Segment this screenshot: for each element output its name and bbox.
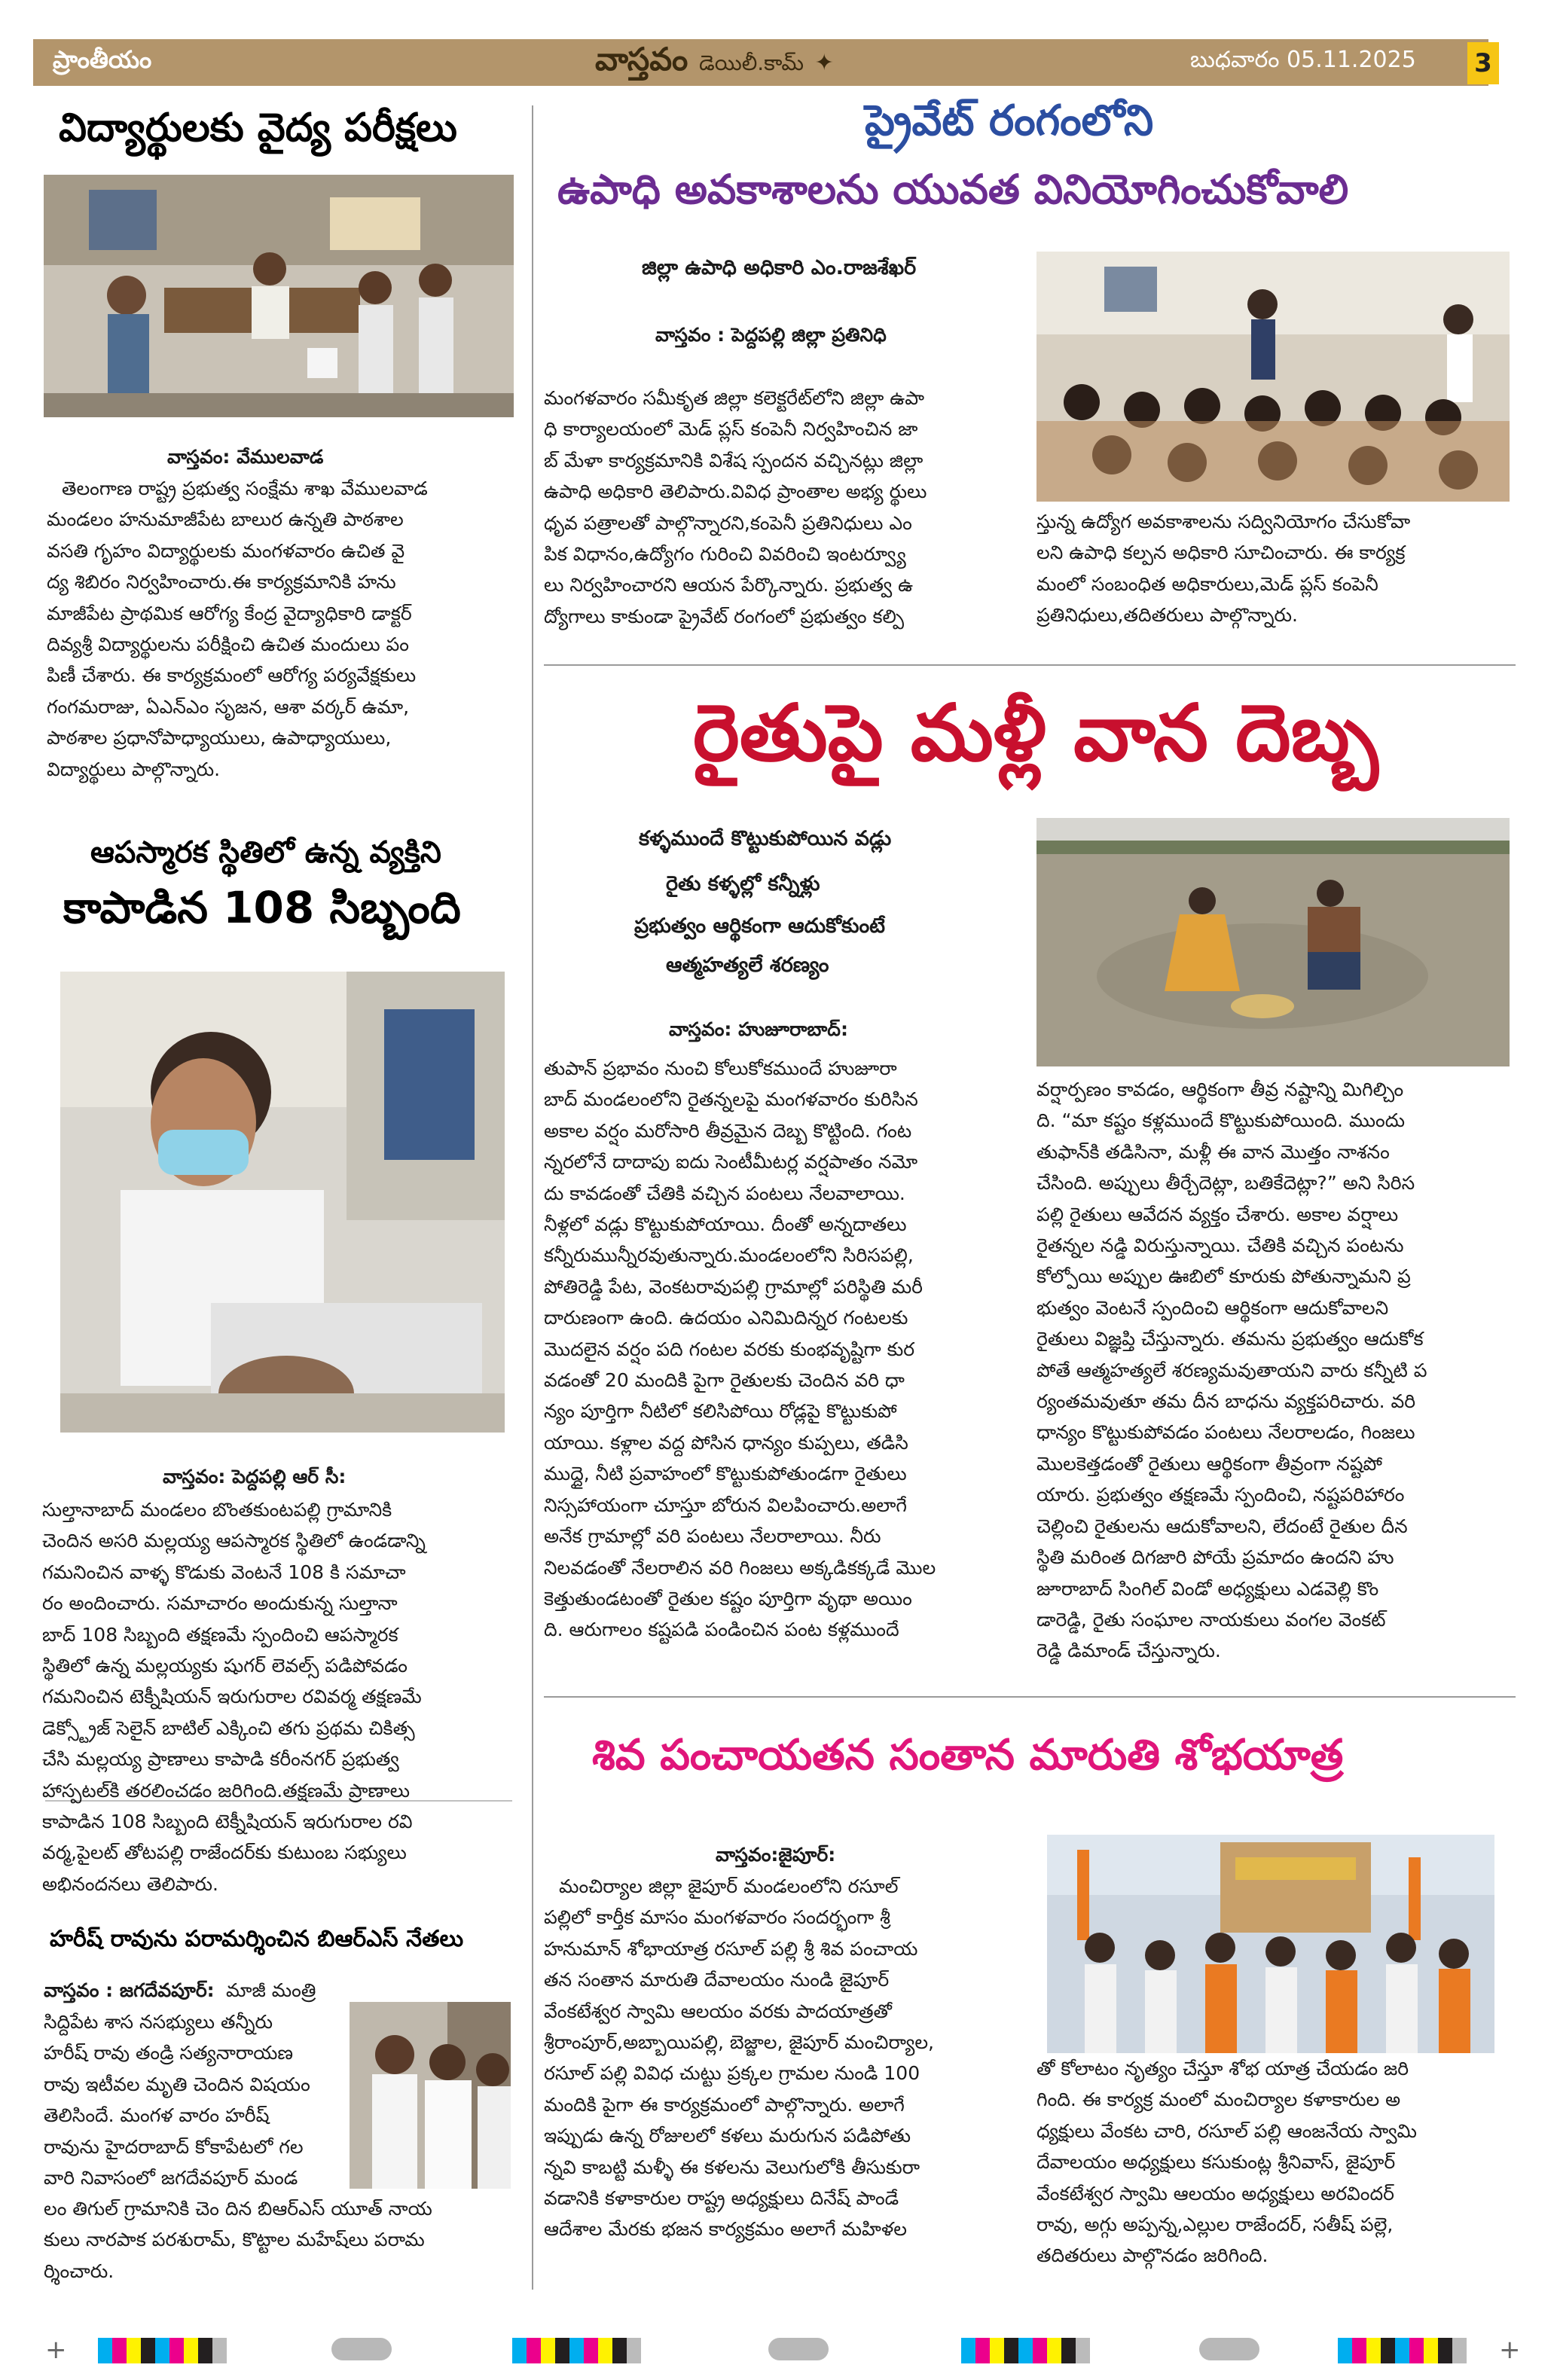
body-line: గంగమరాజు, ఏఎన్ఎం సృజన, ఆశా వర్కర్ ఉమా,: [47, 695, 410, 718]
body-line: నిస్సహాయంగా చూస్తూ బోరున విలపించారు.అలాగే: [544, 1494, 907, 1516]
body-line: వారి నివాసంలో జగదేవపూర్ మండ: [44, 2167, 298, 2189]
body-line: ఇప్పుడు ఉన్న రోజులలో కళలు మరుగున పడిపోతు: [544, 2125, 911, 2147]
body-line: తుఫాన్‌కి తడిసినా, మళ్లీ ఈ వాన మొత్తం నాశనం: [1036, 1140, 1390, 1163]
registration-pill: [768, 2338, 829, 2360]
body-line: రం అందించారు. సమాచారం అందుకున్న సుల్తానా: [42, 1592, 398, 1615]
registration-pill: [331, 2338, 392, 2360]
farmers-byline: వాస్తవం: హుజూరాబాద్:: [669, 1018, 848, 1040]
bird-icon: ✦: [814, 50, 834, 76]
farmers-subhead: ఆత్మహత్యలే శరణ్యం: [666, 954, 829, 977]
body-line: లు నిర్వహించారని ఆయన పేర్కొన్నారు. ప్రభుత్వ ఉ: [544, 574, 914, 597]
harish-headline: హరీష్ రావును పరామర్శించిన బిఆర్ఎస్ నేతలు: [50, 1926, 464, 1952]
body-line: రావును హైదరాబాద్ కోకాపేటలో గల: [44, 2135, 304, 2158]
body-line: ముద్దై, నీటి ప్రవాహంలో కొట్టుకుపోతుండగా రైతులు: [544, 1463, 907, 1485]
shiva-byline: వాస్తవం:జైపూర్:: [716, 1844, 836, 1866]
rescue-photo: [60, 972, 505, 1433]
body-line: డారెడ్డి, రైతు సంఘాల నాయకులు వంగల వెంకట్: [1036, 1608, 1386, 1631]
body-line: దు కావడంతో చేతికి వచ్చిన పంటలు నేలవాలాయి.: [544, 1182, 905, 1204]
body-line: తెలంగాణ రాష్ట్ర ప్రభుత్వ సంక్షేమ శాఖ వేములవాడ: [62, 478, 428, 499]
body-line: బాద్ మండలంలోని రైతన్నలపై మంగళవారం కురిసిన: [544, 1088, 918, 1111]
students-headline: విద్యార్థులకు వైద్య పరీక్షలు: [59, 105, 457, 151]
harish-photo: [350, 2002, 511, 2189]
farmers-subhead: రైతు కళ్ళల్లో కన్నీళ్లు: [666, 872, 820, 896]
body-line: చేసింది. అప్పులు తీర్చేదెట్లా, బతికేదెట్లా?” అని సిరిస: [1036, 1172, 1415, 1195]
jobs-body-right: [1036, 506, 1511, 649]
body-line: వర్మ,పైలట్ తోటపల్లి రాజేందర్‌కు కుటుంబ సభ్యులు: [42, 1841, 407, 1864]
body-line: ది. “మా కష్టం కళ్లముందే కొట్టుకుపోయింది. ముందు: [1036, 1109, 1406, 1132]
shiva-body-left: [544, 1871, 1023, 2278]
section-divider: [544, 664, 1516, 666]
body-line: రైతన్నల నడ్డి విరుస్తున్నాయి. చేతికి వచ్చిన పంటను: [1036, 1234, 1404, 1257]
body-line: చెందిన అసరి మల్లయ్య ఆపస్మారక స్థితిలో ఉండడాన్ని: [42, 1530, 426, 1552]
body-line: బాద్ 108 సిబ్బంది తక్షణమే స్పందించి ఆపస్మారక: [42, 1623, 398, 1646]
jobs-body-left: [544, 383, 1005, 654]
body-line: ర్యంతమవుతూ తమ దీన బాధను వ్యక్తపరిచారు. వరి: [1036, 1390, 1416, 1413]
body-line: రైతులు విజ్ఞప్తి చేస్తున్నారు. తమను ప్రభుత్వం ఆదుకోక: [1036, 1328, 1424, 1350]
body-line: ఉపాధి అధికారి తెలిపారు.వివిధ ప్రాంతాల అభ్య ర్థులు: [544, 481, 927, 503]
body-line: న్నవి కాబట్టి మళ్ళీ ఈ కళలను వెలుగులోకి తీసుకురా: [544, 2156, 920, 2178]
body-line: గమనించిన టెక్నీషియన్ ఇరుగురాల రవివర్మ తక్షణమే: [42, 1686, 422, 1708]
body-line: యాయి. కళ్లాల వద్ద పోసిన ధాన్యం కుప్పలు, తడిసి: [544, 1431, 908, 1454]
shiva-photo: [1047, 1835, 1494, 2053]
body-line: దివ్యశ్రీ విద్యార్థులను పరీక్షించి ఉచిత మందులు పం: [47, 633, 409, 656]
body-line: చేసి మల్లయ్య ప్రాణాలు కాపాడి కరీంనగర్ ప్రభుత్వ: [42, 1748, 399, 1771]
body-line: మంచిర్యాల జిల్లా జైపూర్ మండలంలోని రసూల్: [559, 1875, 899, 1897]
body-line: వడానికి కళాకారుల రాష్ట్ర అధ్యక్షులు దినేష్ పాండే: [544, 2187, 899, 2210]
issue-date: బుధవారం 05.11.2025: [1190, 47, 1416, 73]
jobs-subhead: జిల్లా ఉపాధి అధికారి ఎం.రాజశేఖర్: [642, 256, 917, 279]
body-line: పిక విధానం,ఉద్యోగం గురించి వివరించి ఇంటర్వ్యూ: [544, 543, 906, 566]
body-line: హరీష్ రావు తండ్రి సత్యనారాయణ: [44, 2042, 294, 2064]
body-line: అకాల వర్షం మరోసారి తీవ్రమైన దెబ్బ కొట్టింది. గంట: [544, 1119, 912, 1142]
body-line: తన సంతాన మారుతి దేవాలయం నుండి జైపూర్: [544, 1969, 890, 1991]
body-line: విద్యార్థులు పాల్గొన్నారు.: [47, 758, 221, 780]
jobs-headline-line2: ఉపాధి అవకాశాలను యువత వినియోగించుకోవాలి: [557, 166, 1349, 213]
registration-cross-icon: +: [1499, 2335, 1521, 2365]
body-line: గమనించిన వాళ్ళ కొడుకు వెంటనే 108 కి సమాచా: [42, 1561, 406, 1583]
body-line: ఆదేశాల మేరకు భజన కార్యక్రమం అలాగే మహిళల: [544, 2218, 907, 2241]
registration-cross-icon: +: [45, 2335, 67, 2365]
body-line: పోతే ఆత్మహత్యలే శరణ్యమవుతాయని వారు కన్నీటి ప: [1036, 1359, 1427, 1381]
body-line: వసతి గృహం విద్యార్థులకు మంగళవారం ఉచిత వై: [47, 539, 405, 562]
body-line: అభినందనలు తెలిపారు.: [42, 1872, 218, 1895]
farmers-body-right: [1036, 1074, 1511, 1684]
body-line: ర్శించారు.: [44, 2259, 114, 2282]
body-line: వేంకటేశ్వర స్వామి ఆలయం అధ్యక్షులు అరవిందర్: [1036, 2182, 1394, 2205]
body-line: మాజీపేట ప్రాథమిక ఆరోగ్య కేంద్ర వైద్యాధికారి డాక్టర్: [47, 602, 412, 624]
body-line: మండలం హనుమాజీపేట బాలుర ఉన్నతి పాఠశాల: [47, 508, 404, 531]
body-line: మంగళవారం సమీకృత జిల్లా కలెక్టరేట్‌లోని జిల్లా ఉపా: [544, 387, 924, 409]
shiva-headline: శివ పంచాయతన సంతాన మారుతి శోభయాత్ర: [592, 1731, 1344, 1780]
rescue-body: [42, 1494, 515, 1909]
body-line: కోల్పోయి అప్పుల ఊబిలో కూరుకు పోతున్నామని ప్ర: [1036, 1265, 1411, 1288]
students-byline: వాస్తవం: వేములవాడ: [167, 446, 324, 468]
body-line: ధాన్యం కొట్టుకుపోవడం పంటలు నేలరాలడం, గింజలు: [1036, 1421, 1415, 1444]
body-line: వడంతో 20 మందికి పైగా రైతులకు చెందిన వరి ధా: [544, 1369, 905, 1392]
harish-body-narrow: [44, 2006, 345, 2195]
body-line: హనుమాన్ శోభాయాత్ర రసూల్ పల్లి శ్రీ శివ పంచాయ: [544, 1937, 918, 1960]
registration-pill: [1199, 2338, 1259, 2360]
body-line: వేంకటేశ్వర స్వామి ఆలయం వరకు పాదయాత్రతో: [544, 2000, 892, 2022]
body-line: ధృవ పత్రాలతో పాల్గొన్నారని,కంపెనీ ప్రతినిధులు ఎం: [544, 511, 912, 534]
section-divider: [544, 1696, 1516, 1698]
body-line: పోతిరెడ్డి పేట, వెంకటరావుపల్లి గ్రామాల్లో పరిస్థితి మరీ: [544, 1275, 924, 1298]
body-line: రావు ఇటీవల మృతి చెందిన విషయం: [44, 2073, 310, 2095]
body-line: కన్నీరుమున్నీరవుతున్నారు.మండలంలోని సిరిసపల్లి,: [544, 1244, 914, 1267]
body-line: మందికి పైగా ఈ కార్యక్రమంలో పాల్గొన్నారు. అలాగే: [544, 2093, 905, 2116]
farmers-body-left: [544, 1053, 1005, 1686]
body-line: చెల్లించి రైతులను ఆదుకోవాలని, లేదంటే రైతుల దీన: [1036, 1515, 1408, 1537]
jobs-byline: వాస్తవం : పెద్దపల్లి జిల్లా ప్రతినిధి: [655, 324, 887, 346]
body-line: కులు నారపాక పరశురామ్, కొట్టాల మహేష్‌లు పరామ: [44, 2229, 425, 2251]
color-bar: [512, 2338, 641, 2363]
rescue-headline-line2: కాపాడిన 108 సిబ్బంది: [63, 882, 461, 933]
body-line: దేవాలయం అధ్యక్షులు కసుకుంట్ల శ్రీనివాస్, జైపూర్: [1036, 2151, 1396, 2174]
body-line: స్తున్న ఉద్యోగ అవకాశాలను సద్వినియోగం చేసుకోవా: [1036, 511, 1411, 532]
body-line: ద్యోగాలు కాకుండా ప్రైవేట్ రంగంలో ప్రభుత్వం కల్పి: [544, 605, 905, 627]
body-line: న్యం పూర్తిగా నీటిలో కలిసిపోయి రోడ్లపై కొట్టుకుపో: [544, 1400, 897, 1423]
body-line: హాస్పటల్‌కి తరలించడం జరిగింది.తక్షణమే ప్రాణాలు: [42, 1779, 411, 1802]
body-line: నీళ్లలో వడ్లు కొట్టుకుపోయాయి. దీంతో అన్నదాతలు: [544, 1213, 907, 1236]
body-line: తో కోలాటం నృత్యం చేస్తూ శోభ యాత్ర చేయడం జరి: [1036, 2058, 1409, 2079]
shiva-body-right: [1036, 2053, 1511, 2279]
body-line: మొదలైన వర్షం పది గంటల వరకు కుంభవృష్టిగా కుర: [544, 1338, 915, 1360]
body-line: ధి కార్యాలయంలో మెడ్ ప్లస్ కంపెనీ నిర్వహించిన జా: [544, 418, 918, 441]
column-divider: [532, 105, 533, 2290]
masthead-suffix: డెయిలీ.కామ్: [698, 50, 804, 75]
body-line: ధ్యక్షులు వేంకట చారి, రసూల్ పల్లి ఆంజనేయ స్వామి: [1036, 2119, 1418, 2142]
body-line: ప్రతినిధులు,తదితరులు పాల్గొన్నారు.: [1036, 604, 1298, 627]
harish-body-wide: [44, 2193, 511, 2291]
color-bar: [1338, 2338, 1467, 2363]
body-line: తెలిసిందే. మంగళ వారం హరీష్: [44, 2104, 270, 2127]
body-line: పిణీ చేశారు. ఈ కార్యక్రమంలో ఆరోగ్య పర్యవేక్షకులు: [47, 664, 417, 687]
body-line: గింది. ఈ కార్యక్ర మంలో మంచిర్యాల కళాకారుల అ: [1036, 2089, 1401, 2111]
body-line: శ్రీరాంపూర్,అబ్బాయిపల్లి, బెజ్జాల, జైపూర్ మంచిర్యాల,: [544, 2031, 935, 2054]
body-line: సుల్తానాబాద్ మండలం బొంతకుంటపల్లి గ్రామానికి: [42, 1499, 392, 1521]
body-line: స్థితిలో ఉన్న మల్లయ్యకు షుగర్ లెవల్స్ పడిపోవడం: [42, 1655, 408, 1677]
rescue-byline: వాస్తవం: పెద్దపల్లి ఆర్ సీ:: [163, 1466, 347, 1488]
body-line: లం తిగుల్ గ్రామానికి చెం దిన బిఆర్ఎస్ యూత్ నాయ: [44, 2198, 432, 2220]
body-line: పాఠశాల ప్రధానోపాధ్యాయులు, ఉపాధ్యాయులు,: [47, 727, 392, 749]
body-line: తుపాన్ ప్రభావం నుంచి కోలుకోకముందే హుజూరా: [544, 1057, 897, 1079]
body-line: మొలకెత్తడంతో రైతులు ఆర్థికంగా తీవ్రంగా నష్టపో: [1036, 1452, 1382, 1475]
body-line: పల్లి రైతులు ఆవేదన వ్యక్తం చేశారు. అకాల వర్షాలు: [1036, 1203, 1399, 1225]
body-line: తదితరులు పాల్గొనడం జరిగింది.: [1036, 2244, 1268, 2267]
body-line: యారు. ప్రభుత్వం తక్షణమే స్పందించి, నష్టపరిహారం: [1036, 1484, 1405, 1506]
body-line: నిలవడంతో నేలరాలిన వరి గింజలు అక్కడికక్కడే మొల: [544, 1556, 936, 1579]
body-line: స్థితి మరింత దిగజారి పోయే ప్రమాదం ఉందని హు: [1036, 1546, 1394, 1569]
color-bar: [98, 2338, 227, 2363]
body-line: లని ఉపాధి కల్పన అధికారి సూచించారు. ఈ కార్యక్ర: [1036, 542, 1406, 564]
body-line: ది. ఆరుగాలం కష్టపడి పండించిన పంట కళ్లముందే: [544, 1619, 899, 1641]
harish-body-first: [226, 1975, 347, 2008]
farmers-headline: రైతుపై మళ్లీ వాన దెబ్బ: [693, 687, 1379, 779]
body-line: అనేక గ్రామాల్లో వరి పంటలు నేలరాలాయి. నీరు: [544, 1525, 881, 1548]
jobs-photo: [1036, 252, 1510, 502]
harish-byline: వాస్తవం : జగదేవపూర్:: [44, 1979, 215, 2001]
page-number: 3: [1467, 42, 1499, 84]
color-bar: [961, 2338, 1090, 2363]
rescue-headline-line1: ఆపస్మారక స్థితిలో ఉన్న వ్యక్తిని: [90, 835, 441, 870]
body-line: కెత్తుతుండటంతో రైతుల కష్టం పూర్తిగా వృథా అయిం: [544, 1587, 912, 1610]
body-line: డెక్స్ట్రోజ్ సెలైన్ బాటిల్ ఎక్కించి తగు ప్రథమ చికిత్స: [42, 1716, 415, 1739]
body-line: సిద్దిపేట శాస నసభ్యులు తన్నీరు: [44, 2011, 273, 2033]
body-line: దారుణంగా ఉంది. ఉదయం ఎనిమిదిన్నర గంటలకు: [544, 1307, 908, 1329]
farmers-subhead: కళ్ళముందే కొట్టుకుపోయిన వడ్లు: [639, 827, 892, 850]
body-line: మాజీ మంత్రి: [226, 1979, 316, 2001]
farmers-subhead: ప్రభుత్వం ఆర్థికంగా ఆదుకోకుంటే: [634, 914, 886, 938]
masthead-title: వాస్తవం: [595, 41, 688, 78]
body-line: జూరాబాద్ సింగిల్ విండో అధ్యక్షులు ఎడవెల్లి కొం: [1036, 1577, 1379, 1600]
body-line: న్నరలోనే దాదాపు ఐదు సెంటీమీటర్ల వర్షపాతం నమో: [544, 1151, 918, 1173]
farmers-photo: [1036, 818, 1510, 1066]
body-line: వర్షార్పణం కావడం, ఆర్థికంగా తీవ్ర నష్టాన్ని మిగిల్చిం: [1036, 1079, 1404, 1100]
body-line: ద్య శిబిరం నిర్వహించారు.ఈ కార్యక్రమానికి హను: [47, 571, 396, 593]
students-body: [47, 473, 514, 804]
students-photo: [44, 175, 514, 417]
body-line: పల్లిలో కార్తీక మాసం మంగళవారం సందర్భంగా శ్రీ: [544, 1906, 890, 1929]
body-line: భుత్వం వెంటనే స్పందించి ఆర్థికంగా ఆదుకోవాలని: [1036, 1296, 1389, 1319]
section-label: ప్రాంతీయం: [53, 45, 152, 74]
body-line: బ్ మేళా కార్యక్రమానికి విశేష స్పందన వచ్చినట్లు జిల్లా: [544, 449, 924, 471]
body-line: రావు, అగ్గు అప్పన్న,ఎల్లుల రాజేందర్, సతీష్ పల్లె,: [1036, 2214, 1394, 2236]
body-line: రసూల్ పల్లి వివిధ చుట్టు ప్రక్కల గ్రామల నుండి 100: [544, 2062, 920, 2085]
masthead: [595, 41, 834, 86]
jobs-headline-line1: ప్రైవేట్ రంగంలోని: [865, 96, 1154, 145]
body-line: మంలో సంబంధిత అధికారులు,మెడ్ ప్లస్ కంపెనీ: [1036, 572, 1378, 595]
body-line: కాపాడిన 108 సిబ్బంది టెక్నీషియన్ ఇరుగురాల రవి: [42, 1811, 413, 1833]
body-line: రెడ్డి డిమాండ్ చేస్తున్నారు.: [1036, 1640, 1221, 1662]
